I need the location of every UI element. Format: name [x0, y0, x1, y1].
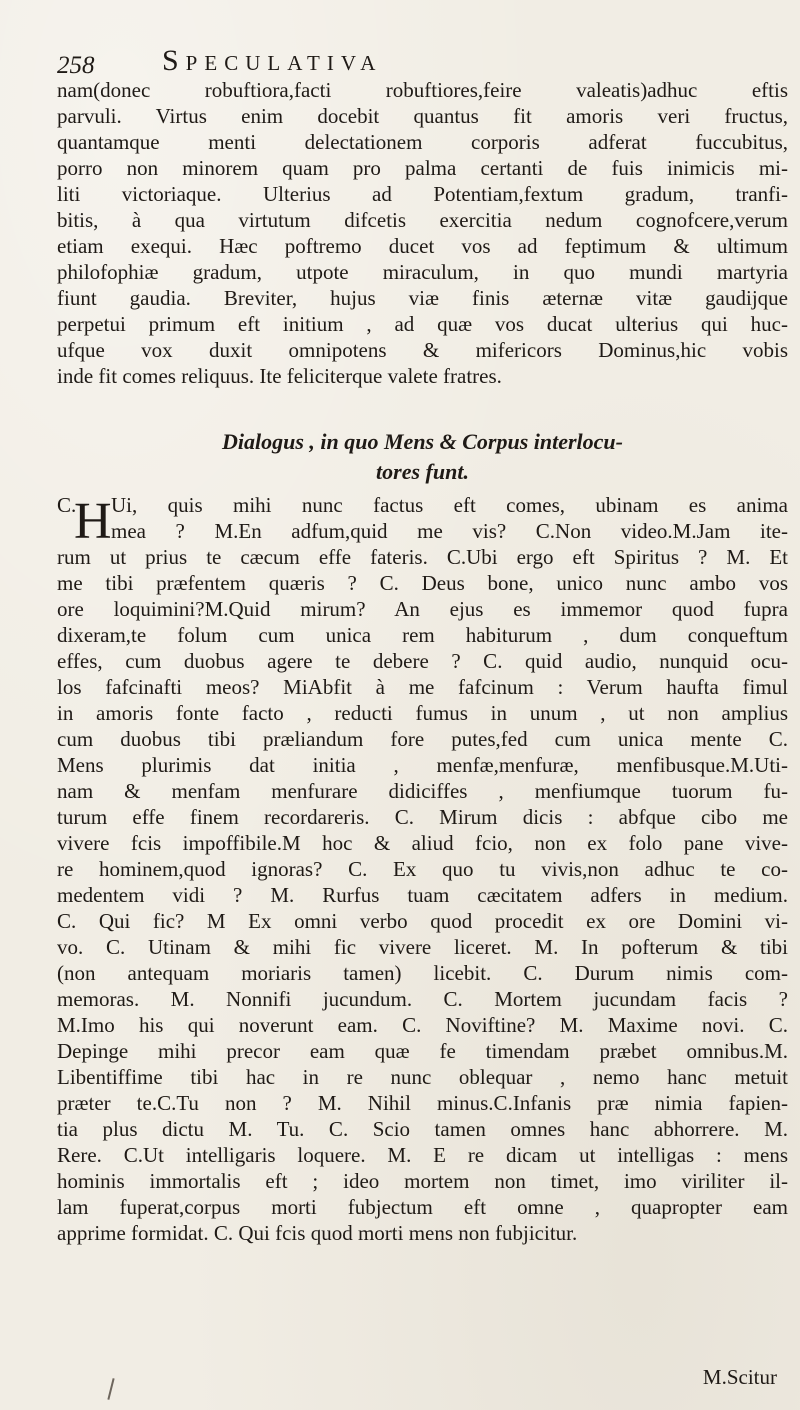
running-head	[57, 44, 776, 78]
dialogue-heading-line-2: tores funt.	[376, 459, 469, 484]
text-line: tia plus dictu M. Tu. C. Scio tamen omnes hanc abhorrere. M.	[57, 1117, 788, 1141]
text-line: dixeram,te folum cum unica rem habiturum , dum conqueftum	[57, 623, 788, 647]
text-line: C. Qui fic? M Ex omni verbo quod procedit ex ore Domini vi-	[57, 909, 788, 933]
text-line: vo. C. Utinam & mihi fic vivere liceret. M. In pofterum & tibi	[57, 935, 788, 959]
text-line: fiunt gaudia. Breviter, hujus viæ finis æternæ vitæ gaudijque	[57, 286, 788, 310]
text-line: medentem vidi ? M. Rurfus tuam cæcitatem adfers in medium.	[57, 883, 788, 907]
text-line: Ui, quis mihi nunc factus eft comes, ubinam es anima	[111, 493, 788, 517]
closing-paragraph	[57, 77, 788, 389]
text-line: etiam exequi. Hæc poftremo ducet vos ad feptimum & ultimum	[57, 234, 788, 258]
text-line: mea ? M.En adfum,quid me vis? C.Non video.M.Jam ite-	[111, 519, 788, 543]
text-line: M.Imo his qui noverunt eam. C. Noviftine? M. Maxime novi. C.	[57, 1013, 788, 1037]
text-line: effes, cum duobus agere te debere ? C. quid audio, nunquid ocu-	[57, 649, 788, 673]
text-line: bitis, à qua virtutum difcetis exercitia nedum cognofcere,verum	[57, 208, 788, 232]
page-number: 258	[57, 52, 95, 79]
text-line: me tibi præfentem quæris ? C. Deus bone, unico nunc ambo vos	[57, 571, 788, 595]
text-line: turum effe finem recordareris. C. Mirum dicis : abfque cibo me	[57, 805, 788, 829]
text-line: philofophiæ gradum, utpote miraculum, in quo mundi martyria	[57, 260, 788, 284]
text-line: hominis immortalis eft ; ideo mortem non timet, imo viriliter il-	[57, 1169, 788, 1193]
text-line: Rere. C.Ut intelligaris loquere. M. E re dicam ut intelligas : mens	[57, 1143, 788, 1167]
speaker-initial: C.	[57, 493, 77, 517]
drop-cap: H	[74, 493, 112, 550]
text-line: cum duobus tibi præliandum fore putes,fed cum unica mente C.	[57, 727, 788, 751]
dialogue-heading-line-1: Dialogus , in quo Mens & Corpus interlocu-	[222, 429, 623, 454]
text-line: re hominem,quod ignoras? C. Ex quo tu vivis,non adhuc te co-	[57, 857, 788, 881]
text-line: Libentiffime tibi hac in re nunc oblequar , nemo hanc metuit	[57, 1065, 788, 1089]
running-title: Speculativa	[162, 44, 383, 77]
text-line: nam & menfam menfurare didiciffes , menfiumque tuorum fu-	[57, 779, 788, 803]
text-line: Mens plurimis dat initia , menfæ,menfuræ, menfibusque.M.Uti-	[57, 753, 788, 777]
text-line: porro non minorem quam pro palma certanti de fuis inimicis mi-	[57, 156, 788, 180]
catchword: M.Scitur	[702, 1365, 777, 1389]
text-line: nam(donec robuftiora,facti robuftiores,feire valeatis)adhuc eftis	[57, 78, 788, 102]
text-line: ufque vox duxit omnipotens & mifericors Dominus,hic vobis	[57, 338, 788, 362]
text-line: parvuli. Virtus enim docebit quantus fit amoris veri fructus,	[57, 104, 788, 128]
text-line: ore loquimini?M.Quid mirum? An ejus es immemor quod fupra	[57, 597, 788, 621]
text-line: liti victoriaque. Ulterius ad Potentiam,fextum gradum, tranfi-	[57, 182, 788, 206]
text-line: perpetui primum eft initium , ad quæ vos ducat ulterius qui huc-	[57, 312, 788, 336]
text-line: los fafcinafti meos? MiAbfit à me fafcinum : Verum haufta fimul	[57, 675, 788, 699]
text-line: apprime formidat. C. Qui fcis quod morti mens non fubjicitur.	[57, 1221, 578, 1245]
text-line: (non antequam moriaris tamen) licebit. C. Durum nimis com-	[57, 961, 788, 985]
text-line: vivere fcis impoffibile.M hoc & aliud fcio, non ex folo pane vive-	[57, 831, 788, 855]
margin-pen-stroke	[107, 1378, 114, 1400]
text-line: quantamque menti delectationem corporis adferat fuccubitus,	[57, 130, 788, 154]
text-line: inde fit comes reliquus. Ite feliciterque valete fratres.	[57, 364, 502, 388]
text-line: memoras. M. Nonnifi jucundum. C. Mortem jucundam facis ?	[57, 987, 788, 1011]
text-line: Depinge mihi precor eam quæ fe timendam præbet omnibus.M.	[57, 1039, 788, 1063]
text-line: præter te.C.Tu non ? M. Nihil minus.C.Infanis præ nimia fapien-	[57, 1091, 788, 1115]
text-line: lam fuperat,corpus morti fubjectum eft omne , quapropter eam	[57, 1195, 788, 1219]
dialogue-paragraph	[57, 492, 788, 1246]
text-line: rum ut prius te cæcum effe fateris. C.Ubi ergo eft Spiritus ? M. Et	[57, 545, 788, 569]
text-line: in amoris fonte facto , reducti fumus in unum , ut non amplius	[57, 701, 788, 725]
